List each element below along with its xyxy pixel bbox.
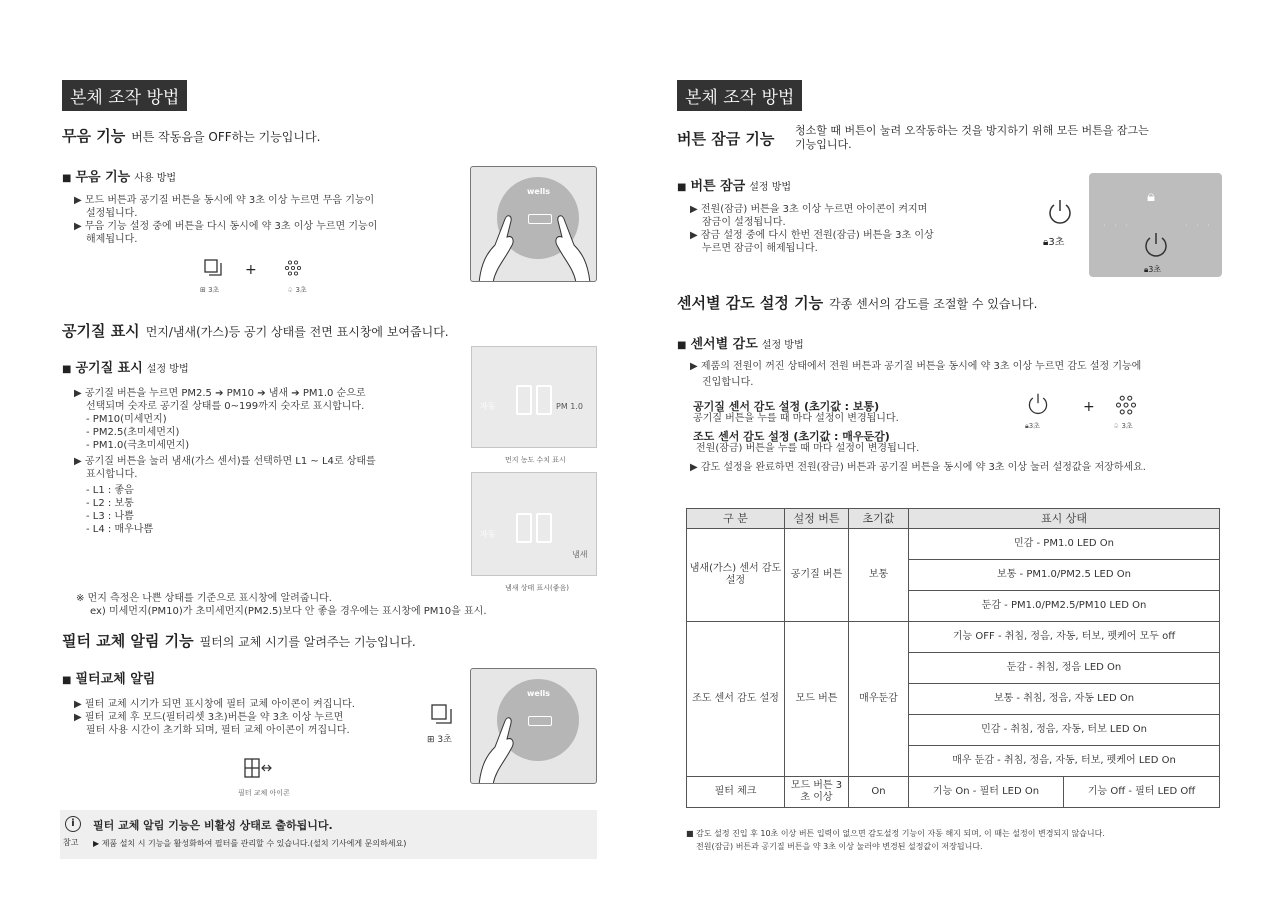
text-line: 잠금이 설정됩니다.: [702, 217, 786, 228]
text-line: 누르면 잠금이 해제됩니다.: [702, 243, 818, 254]
table-cell: 기능 On - 필터 LED On: [909, 777, 1064, 808]
mute-sub-label: 사용 방법: [134, 173, 177, 184]
plus-sign: +: [245, 262, 257, 278]
text-line: ▶ 모드 버튼과 공기질 버튼을 동시에 약 3초 이상 누르면 무음 기능이: [74, 195, 375, 206]
table-row: [687, 529, 1220, 560]
table-row: [687, 622, 1220, 653]
air-sub-title: 공기질 표시: [75, 361, 143, 376]
air-instructions: [74, 387, 376, 536]
sensor-subheading: ■ 센서별 감도 설정 방법: [677, 337, 804, 352]
text-line: ex) 미세먼지(PM10)가 초미세먼지(PM2.5)보다 안 좋을 경우에는 표시창에 PM10을 표시.: [90, 606, 487, 617]
table-cell: 필터 체크: [687, 777, 785, 808]
lock-icon: 🔒︎: [1147, 187, 1155, 205]
hands-illustration: [471, 207, 597, 282]
sensor-plus-sign: +: [1083, 399, 1095, 415]
lock-instructions: [690, 203, 934, 255]
display-digit: [536, 385, 552, 415]
air-subheading: ■ 공기질 표시 설정 방법: [62, 361, 189, 376]
note-title: 필터 교체 알림 기능은 비활성 상태로 출하됩니다.: [93, 819, 333, 832]
display-unit-label: PM 1.0: [556, 402, 583, 411]
sensor-sub-title: 센서별 감도: [690, 337, 758, 352]
table-cell: 기능 OFF - 취침, 정음, 자동, 터보, 펫케어 모두 off: [909, 622, 1220, 653]
air-heading: [62, 320, 449, 341]
sensor-power-icon: [1026, 392, 1050, 420]
display-mode-label: 자동: [480, 530, 496, 539]
sensor-air-caption: ♤ 3초: [1113, 422, 1133, 430]
text-line: ▶ 제품의 전원이 꺼진 상태에서 전원 버튼과 공기질 버튼을 동시에 약 3초 이상 누르면 감도 설정 기능에: [690, 361, 1142, 372]
text-line: - L4 : 매우나쁨: [86, 524, 154, 535]
footnote-line: 전원(잠금) 버튼과 공기질 버튼을 약 3초 이상 눌러야 변경된 설정값이 저장됩니다.: [696, 842, 983, 851]
text-line: ▶ 무음 기능 설정 중에 버튼을 다시 동시에 약 3초 이상 누르면 기능이: [74, 221, 378, 232]
text-line: 선택되며 숫자로 공기질 상태를 0~199까지 숫자로 표시합니다.: [86, 401, 365, 412]
air-desc: 먼지/냄새(가스)등 공기 상태를 전면 표시창에 보여줍니다.: [145, 325, 449, 339]
table-cell: 보통 - PM1.0/PM2.5 LED On: [909, 560, 1220, 591]
dust-display-caption: 먼지 농도 수치 표시: [505, 456, 566, 464]
table-header: 설정 버튼: [785, 509, 849, 529]
power-lock-icon: [1046, 198, 1074, 230]
sensor-air-icon: [1114, 395, 1138, 419]
odor-display-illustration: [471, 472, 597, 576]
table-header: 표시 상태: [909, 509, 1220, 529]
table-cell: 보통 - 취침, 정음, 자동 LED On: [909, 684, 1220, 715]
filter-heading: [62, 630, 416, 651]
lock-title: 버튼 잠금 기능: [677, 130, 775, 148]
text-line: - PM10(미세먼지): [86, 414, 167, 425]
panel-dots: · · ·: [1103, 221, 1131, 230]
text-line: ▶ 전원(잠금) 버튼을 3초 이상 누르면 아이콘이 켜지며: [690, 204, 928, 215]
mute-instructions: [74, 194, 377, 246]
section-tag-left: 본체 조작 방법: [62, 80, 187, 111]
table-cell: 냄새(가스) 센서 감도 설정: [687, 529, 785, 622]
table-cell: 매우둔감: [849, 622, 909, 777]
filter-mode-button-icon: [430, 703, 454, 729]
panel-power-icon: [1142, 231, 1170, 259]
lock-subheading: ■ 버튼 잠금 설정 방법: [677, 179, 792, 194]
filter-device-illustration: [470, 668, 597, 784]
filter-subheading: ■ 필터교체 알림: [62, 672, 156, 687]
table-cell: 기능 Off - 필터 LED Off: [1064, 777, 1220, 808]
mute-subheading: ■ 무음 기능 사용 방법: [62, 170, 177, 185]
filter-replace-icon: [243, 757, 273, 783]
filter-desc: 필터의 교체 시기를 알려주는 기능입니다.: [199, 635, 416, 649]
sensor-desc: 각종 센서의 감도를 조절할 수 있습니다.: [829, 297, 1038, 311]
filter-sub-title: 필터교체 알림: [75, 672, 156, 687]
mode-button-icon: [203, 258, 223, 282]
mute-title: 무음 기능: [62, 127, 126, 145]
text-line: ▶ 공기질 버튼을 누르면 PM2.5 ➔ PM10 ➔ 냄새 ➔ PM1.0 순으로: [74, 388, 366, 399]
sensor-heading: [677, 292, 1037, 313]
table-cell: 공기질 버튼: [785, 529, 849, 622]
lock-panel-illustration: [1089, 173, 1222, 277]
table-header: 초기값: [849, 509, 909, 529]
panel-3s-caption: 🔒︎3초: [1144, 265, 1162, 274]
table-cell: 매우 둔감 - 취침, 정음, 자동, 터보, 펫케어 LED On: [909, 746, 1220, 777]
filter-3s-caption: ⊞ 3초: [427, 735, 452, 745]
sensor-title: 센서별 감도 설정 기능: [677, 294, 824, 312]
air-3s-caption: ♤ 3초: [287, 286, 307, 294]
lock-desc: 청소할 때 버튼이 눌려 오작동하는 것을 방지하기 위해 모든 버튼을 잠그는 기능입니다.: [795, 124, 1149, 151]
text-line: ▶ 필터 교체 시기가 되면 표시창에 필터 교체 아이콘이 켜집니다.: [74, 699, 355, 710]
lock-heading: [677, 128, 774, 149]
sensor-sub-label: 설정 방법: [761, 340, 804, 351]
device-logo: wells: [527, 689, 551, 698]
text-line: ▶ 공기질 버튼을 눌러 냄새(가스 센서)를 선택하면 L1 ~ L4로 상태를: [74, 456, 376, 467]
device-logo: wells: [527, 187, 551, 196]
text-line: ▶ 필터 교체 후 모드(필터리셋 3초)버튼을 약 3초 이상 누르면: [74, 712, 344, 723]
table-cell: 둔감 - 취침, 정음 LED On: [909, 653, 1220, 684]
filter-icon-caption: 필터 교체 아이콘: [238, 789, 290, 797]
text-line: 설정됩니다.: [86, 208, 138, 219]
air-sensor-text: 공기질 버튼을 누를 때 마다 설정이 변경됩니다.: [693, 413, 899, 424]
text-line: 진입합니다.: [702, 377, 754, 388]
table-cell: 민감 - 취침, 정음, 자동, 터보 LED On: [909, 715, 1220, 746]
filter-instructions: [74, 698, 355, 737]
text-line: - PM1.0(극초미세먼지): [86, 440, 190, 451]
text-line: ▶ 잠금 설정 중에 다시 한번 전원(잠금) 버튼을 3초 이상: [690, 230, 934, 241]
text-line: - L2 : 보통: [86, 498, 134, 509]
note-label: 참고: [63, 838, 79, 847]
light-sensor-text: 전원(잠금) 버튼을 누를 때 마다 설정이 변경됩니다.: [696, 443, 920, 454]
table-cell: 모드 버튼: [785, 622, 849, 777]
lock-sub-title: 버튼 잠금: [690, 179, 746, 194]
mute-device-illustration: [470, 166, 597, 282]
air-sub-label: 설정 방법: [146, 364, 189, 375]
sensor-power-caption: 🔒︎3초: [1025, 422, 1040, 430]
mode-3s-caption: ⊞ 3초: [200, 286, 220, 294]
mute-sub-title: 무음 기능: [75, 170, 131, 185]
light-sensor-title: 조도 센서 감도 설정 (초기값 : 매우둔감): [693, 430, 890, 443]
mute-heading: [62, 125, 320, 146]
text-line: ※ 먼지 측정은 나쁜 상태를 기준으로 표시창에 알려줍니다.: [76, 593, 332, 604]
text-line: - PM2.5(초미세먼지): [86, 427, 180, 438]
footnote-line: ■ 감도 설정 진입 후 10초 이상 버튼 입력이 없으면 감도설정 기능이 자동 해지 되며, 이 때는 설정이 변경되지 않습니다.: [686, 829, 1105, 838]
lock-sub-label: 설정 방법: [749, 182, 792, 193]
odor-display-caption: 냄새 상태 표시(좋음): [505, 584, 570, 592]
panel-dots: · · ·: [1185, 221, 1213, 230]
air-sensor-title: 공기질 센서 감도 설정 (초기값 : 보통): [693, 400, 880, 413]
filter-title: 필터 교체 알림 기능: [62, 632, 194, 650]
table-cell: 모드 버튼 3초 이상: [785, 777, 849, 808]
dust-display-illustration: [471, 346, 597, 448]
text-line: - L1 : 좋음: [86, 485, 134, 496]
hand-illustration: [471, 709, 597, 784]
table-row: [687, 777, 1220, 808]
text-line: 표시합니다.: [86, 469, 138, 480]
text-line: 필터 사용 시간이 초기화 되며, 필터 교체 아이콘이 꺼집니다.: [86, 725, 350, 736]
mute-desc: 버튼 작동음을 OFF하는 기능입니다.: [131, 130, 321, 144]
power-3s-caption: 🔒︎3초: [1043, 237, 1065, 248]
display-odor-label: 냄새: [572, 550, 588, 559]
sensor-instruction-3: ▶ 감도 설정을 완료하면 전원(잠금) 버튼과 공기질 버튼을 동시에 약 3초 이상 눌러 설정값을 저장하세요.: [690, 462, 1146, 473]
table-cell: 보통: [849, 529, 909, 622]
table-cell: 민감 - PM1.0 LED On: [909, 529, 1220, 560]
table-cell: 조도 센서 감도 설정: [687, 622, 785, 777]
air-title: 공기질 표시: [62, 322, 140, 340]
text-line: - L3 : 나쁨: [86, 511, 134, 522]
section-tag-right: 본체 조작 방법: [677, 80, 802, 111]
footnote: [686, 827, 1105, 853]
table-cell: 둔감 - PM1.0/PM2.5/PM10 LED On: [909, 591, 1220, 622]
display-mode-label: 자동: [480, 402, 496, 411]
text-line: 해제됩니다.: [86, 234, 138, 245]
sensor-instruction-1: [690, 360, 1141, 389]
table-header-row: [687, 509, 1220, 529]
sensitivity-table: [686, 508, 1220, 808]
air-note: [76, 592, 487, 618]
display-digit: [536, 513, 552, 543]
table-cell: On: [849, 777, 909, 808]
note-text: ▶ 제품 설치 시 기능을 활성화하여 필터를 관리할 수 있습니다.(설치 기사에게 문의하세요): [93, 839, 407, 848]
display-digit: [516, 385, 532, 415]
air-quality-button-icon: [284, 260, 302, 280]
note-box: [60, 810, 597, 859]
display-digit: [516, 513, 532, 543]
table-header: 구 분: [687, 509, 785, 529]
info-icon: i: [65, 816, 81, 832]
